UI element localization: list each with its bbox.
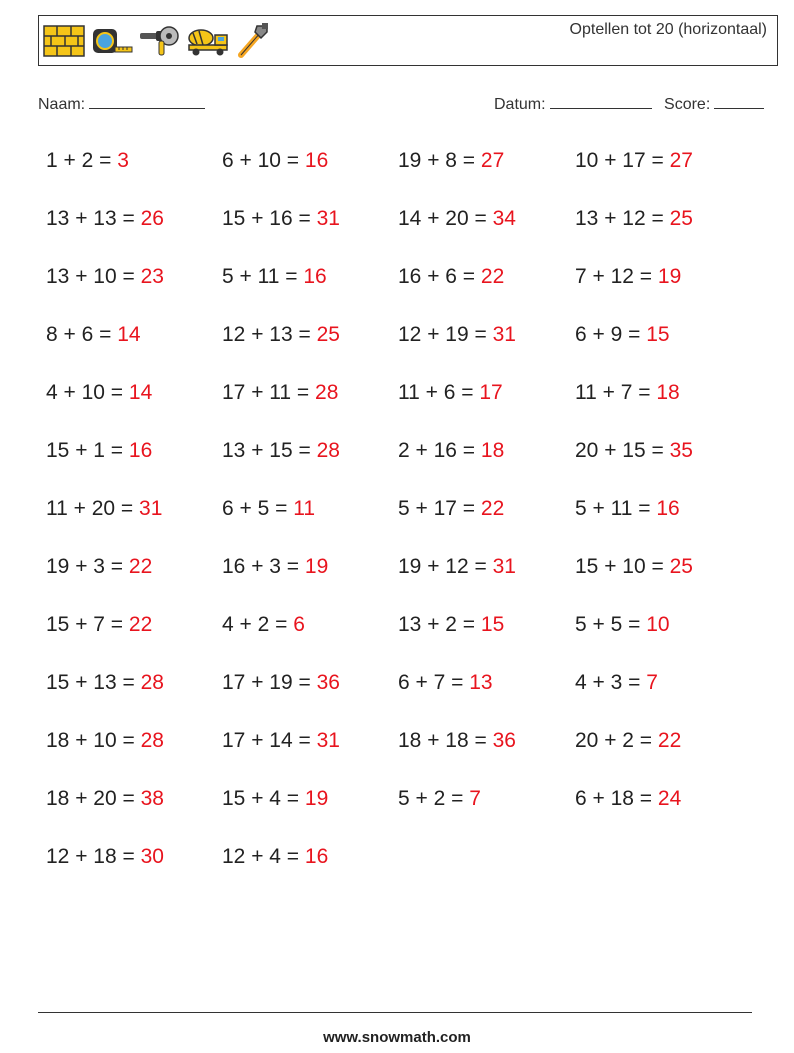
problem-item xyxy=(222,140,398,198)
problem-item xyxy=(575,372,752,430)
name-field xyxy=(38,94,205,114)
problem-expression: 6 + 10 = xyxy=(222,149,305,172)
problem-expression: 15 + 7 = xyxy=(46,613,129,636)
problem-expression: 11 + 20 = xyxy=(46,497,140,520)
problem-expression: 19 + 3 = xyxy=(46,555,129,578)
problem-expression: 6 + 7 = xyxy=(398,671,470,694)
problem-answer: 16 xyxy=(304,845,329,868)
problem-expression: 6 + 18 = xyxy=(575,787,658,810)
problem-answer: 3 xyxy=(117,149,129,172)
problem-expression: 19 + 8 = xyxy=(398,149,481,172)
problem-expression: 18 + 20 = xyxy=(46,787,141,810)
problem-answer: 22 xyxy=(480,265,505,288)
problem-expression: 13 + 10 = xyxy=(46,265,141,288)
problem-answer: 15 xyxy=(646,323,670,346)
problem-expression: 1 + 2 = xyxy=(46,149,118,172)
problem-item xyxy=(575,662,752,720)
problem-answer: 26 xyxy=(140,207,164,230)
problem-expression: 8 + 6 = xyxy=(46,323,118,346)
problem-answer: 35 xyxy=(669,439,693,462)
problem-item xyxy=(398,662,575,720)
problem-expression: 4 + 10 = xyxy=(46,381,129,404)
problem-item xyxy=(398,256,575,314)
problem-item xyxy=(575,488,752,546)
name-line[interactable] xyxy=(89,94,205,109)
problem-answer: 19 xyxy=(304,787,329,810)
problem-item xyxy=(222,372,398,430)
problem-answer: 10 xyxy=(646,613,670,636)
problem-answer: 25 xyxy=(669,555,693,578)
problem-expression: 20 + 15 = xyxy=(575,439,670,462)
problem-answer: 16 xyxy=(128,439,153,462)
problem-answer: 31 xyxy=(139,497,163,520)
problem-item xyxy=(222,314,398,372)
problem-item xyxy=(222,836,398,894)
problem-answer: 31 xyxy=(492,323,516,346)
problem-item xyxy=(46,546,222,604)
problem-expression: 15 + 1 = xyxy=(46,439,129,462)
problem-expression: 6 + 9 = xyxy=(575,323,647,346)
problem-item xyxy=(46,836,222,894)
problem-item xyxy=(398,198,575,256)
cement-truck-icon xyxy=(187,25,229,57)
problem-answer: 22 xyxy=(128,613,153,636)
problem-item xyxy=(398,546,575,604)
footer-url: www.snowmath.com xyxy=(323,1029,471,1046)
problem-answer: 36 xyxy=(492,729,516,752)
problem-item xyxy=(575,778,752,836)
problem-answer: 16 xyxy=(656,497,680,520)
problem-item xyxy=(46,604,222,662)
problem-expression: 18 + 10 = xyxy=(46,729,141,752)
problem-item xyxy=(398,140,575,198)
problem-answer: 28 xyxy=(315,381,339,404)
problem-answer: 22 xyxy=(657,729,682,752)
problem-answer: 22 xyxy=(480,497,505,520)
score-line[interactable] xyxy=(714,94,764,109)
problem-answer: 18 xyxy=(480,439,505,462)
problem-item xyxy=(222,546,398,604)
problem-item xyxy=(398,604,575,662)
problem-expression: 15 + 13 = xyxy=(46,671,141,694)
problem-expression: 13 + 12 = xyxy=(575,207,670,230)
problem-expression: 4 + 3 = xyxy=(575,671,647,694)
problem-item xyxy=(46,198,222,256)
problem-item xyxy=(575,720,752,778)
problem-item xyxy=(46,430,222,488)
problem-answer: 36 xyxy=(316,671,340,694)
problem-item xyxy=(222,488,398,546)
problem-expression: 18 + 18 = xyxy=(398,729,493,752)
worksheet-header xyxy=(38,15,778,66)
problem-expression: 12 + 19 = xyxy=(398,323,493,346)
problem-expression: 5 + 5 = xyxy=(575,613,647,636)
problem-item xyxy=(222,720,398,778)
problem-answer: 16 xyxy=(303,265,327,288)
problem-item xyxy=(575,546,752,604)
problem-expression: 12 + 4 = xyxy=(222,845,305,868)
score-label: Score: xyxy=(664,96,711,113)
problem-item xyxy=(398,488,575,546)
problem-answer: 38 xyxy=(140,787,164,810)
problem-expression: 16 + 3 = xyxy=(222,555,305,578)
date-score-fields xyxy=(494,94,764,114)
problem-item xyxy=(398,372,575,430)
problem-expression: 19 + 12 = xyxy=(398,555,493,578)
problem-answer: 28 xyxy=(140,729,164,752)
problem-expression: 13 + 13 = xyxy=(46,207,141,230)
problem-item xyxy=(575,198,752,256)
problem-expression: 11 + 6 = xyxy=(398,381,480,404)
problem-item xyxy=(222,198,398,256)
problem-item xyxy=(398,314,575,372)
problem-answer: 19 xyxy=(304,555,329,578)
problem-item xyxy=(222,604,398,662)
problem-answer: 16 xyxy=(304,149,329,172)
problem-expression: 15 + 4 = xyxy=(222,787,305,810)
date-label: Datum: xyxy=(494,96,546,113)
problem-item xyxy=(46,372,222,430)
problem-item xyxy=(222,778,398,836)
problem-item xyxy=(575,314,752,372)
problem-item xyxy=(575,430,752,488)
problem-answer: 14 xyxy=(117,323,141,346)
problem-expression: 10 + 17 = xyxy=(575,149,670,172)
problem-expression: 15 + 16 = xyxy=(222,207,317,230)
problem-answer: 6 xyxy=(293,613,305,636)
problem-item xyxy=(575,604,752,662)
problem-answer: 22 xyxy=(128,555,153,578)
problem-item xyxy=(575,256,752,314)
name-label: Naam: xyxy=(38,96,86,113)
problem-item xyxy=(222,256,398,314)
problem-expression: 17 + 11 = xyxy=(222,381,316,404)
problem-expression: 17 + 19 = xyxy=(222,671,317,694)
problem-expression: 13 + 15 = xyxy=(222,439,317,462)
problem-answer: 17 xyxy=(479,381,503,404)
problem-item xyxy=(46,720,222,778)
problem-item xyxy=(46,314,222,372)
problem-item xyxy=(222,430,398,488)
worksheet-title: Optellen tot 20 (horizontaal) xyxy=(569,21,767,38)
problem-answer: 15 xyxy=(480,613,505,636)
problem-item xyxy=(46,140,222,198)
problem-answer: 31 xyxy=(316,207,340,230)
problem-answer: 23 xyxy=(140,265,164,288)
tape-measure-icon xyxy=(91,25,133,57)
problem-expression: 5 + 11 = xyxy=(222,265,304,288)
problem-expression: 6 + 5 = xyxy=(222,497,294,520)
problem-item xyxy=(398,778,575,836)
problem-answer: 7 xyxy=(646,671,658,694)
problem-expression: 11 + 7 = xyxy=(575,381,657,404)
problem-answer: 31 xyxy=(316,729,340,752)
problem-item xyxy=(46,488,222,546)
problem-grid xyxy=(46,140,766,894)
problem-answer: 13 xyxy=(469,671,493,694)
problem-answer: 28 xyxy=(140,671,164,694)
problem-item xyxy=(46,256,222,314)
problem-answer: 28 xyxy=(316,439,340,462)
problem-item xyxy=(398,430,575,488)
problem-answer: 27 xyxy=(669,149,693,172)
header-icons xyxy=(43,22,271,60)
problem-answer: 19 xyxy=(657,265,682,288)
pipe-wrench-icon xyxy=(235,22,271,60)
problem-answer: 18 xyxy=(656,381,680,404)
problem-expression: 5 + 17 = xyxy=(398,497,481,520)
problem-expression: 13 + 2 = xyxy=(398,613,481,636)
problem-expression: 7 + 12 = xyxy=(575,265,658,288)
problem-expression: 12 + 13 = xyxy=(222,323,317,346)
problem-item xyxy=(398,720,575,778)
problem-answer: 30 xyxy=(140,845,164,868)
date-line[interactable] xyxy=(550,94,652,109)
problem-answer: 14 xyxy=(128,381,153,404)
problem-answer: 25 xyxy=(669,207,693,230)
problem-item xyxy=(222,662,398,720)
brick-wall-icon xyxy=(43,25,85,57)
problem-item xyxy=(46,778,222,836)
problem-answer: 31 xyxy=(492,555,516,578)
problem-expression: 15 + 10 = xyxy=(575,555,670,578)
problem-expression: 4 + 2 = xyxy=(222,613,294,636)
problem-expression: 2 + 16 = xyxy=(398,439,481,462)
problem-item xyxy=(575,140,752,198)
footer-divider xyxy=(38,1012,752,1013)
problem-answer: 25 xyxy=(316,323,340,346)
problem-answer: 27 xyxy=(480,149,505,172)
problem-item xyxy=(46,662,222,720)
problem-answer: 7 xyxy=(469,787,481,810)
problem-expression: 20 + 2 = xyxy=(575,729,658,752)
problem-answer: 34 xyxy=(492,207,516,230)
problem-answer: 24 xyxy=(657,787,682,810)
problem-expression: 17 + 14 = xyxy=(222,729,317,752)
problem-expression: 16 + 6 = xyxy=(398,265,481,288)
angle-grinder-icon xyxy=(139,23,181,59)
problem-expression: 14 + 20 = xyxy=(398,207,493,230)
problem-answer: 11 xyxy=(293,497,316,520)
problem-expression: 5 + 11 = xyxy=(575,497,657,520)
problem-expression: 12 + 18 = xyxy=(46,845,141,868)
problem-expression: 5 + 2 = xyxy=(398,787,470,810)
